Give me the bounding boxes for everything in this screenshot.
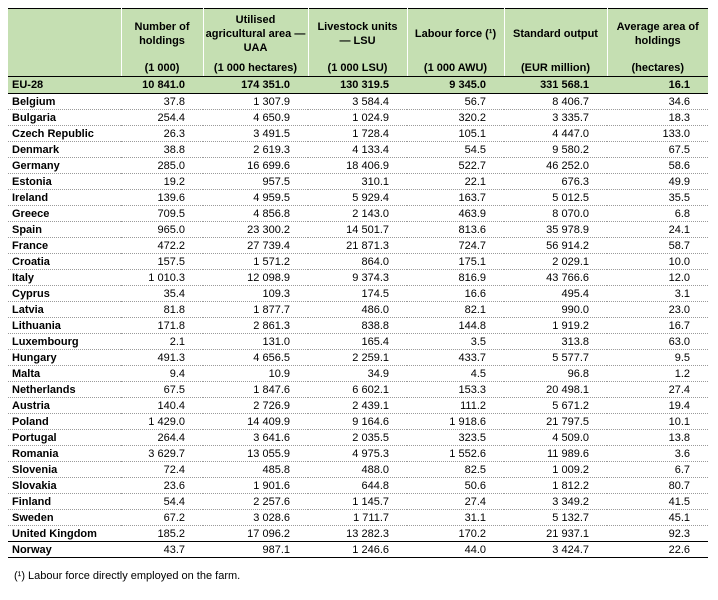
- value-cell: 21 937.1: [504, 526, 607, 542]
- value-cell: 109.3: [203, 286, 308, 302]
- value-cell: 313.8: [504, 334, 607, 350]
- value-cell: 9.5: [607, 350, 708, 366]
- value-cell: 2 143.0: [308, 206, 407, 222]
- value-cell: 27.4: [607, 382, 708, 398]
- value-cell: 35 978.9: [504, 222, 607, 238]
- value-cell: 35.5: [607, 190, 708, 206]
- value-cell: 1 728.4: [308, 126, 407, 142]
- value-cell: 133.0: [607, 126, 708, 142]
- country-cell: Luxembourg: [8, 334, 121, 350]
- value-cell: 80.7: [607, 478, 708, 494]
- table-row: [8, 334, 708, 350]
- farm-structure-table: [8, 8, 708, 558]
- value-cell: 130 319.5: [308, 77, 407, 94]
- value-cell: 433.7: [407, 350, 504, 366]
- eu-total-row: [8, 77, 708, 94]
- country-cell: Italy: [8, 270, 121, 286]
- country-cell: Norway: [8, 542, 121, 558]
- value-cell: 175.1: [407, 254, 504, 270]
- country-cell: Poland: [8, 414, 121, 430]
- value-cell: 56 914.2: [504, 238, 607, 254]
- unit-blank: [8, 59, 121, 77]
- value-cell: 16.1: [607, 77, 708, 94]
- value-cell: 285.0: [121, 158, 203, 174]
- country-cell: Lithuania: [8, 318, 121, 334]
- value-cell: 709.5: [121, 206, 203, 222]
- value-cell: 174.5: [308, 286, 407, 302]
- table-row: [8, 254, 708, 270]
- value-cell: 24.1: [607, 222, 708, 238]
- country-cell: Bulgaria: [8, 110, 121, 126]
- value-cell: 6.8: [607, 206, 708, 222]
- value-cell: 96.8: [504, 366, 607, 382]
- country-cell: Czech Republic: [8, 126, 121, 142]
- value-cell: 1 918.6: [407, 414, 504, 430]
- value-cell: 3 349.2: [504, 494, 607, 510]
- country-cell: Croatia: [8, 254, 121, 270]
- country-cell: Ireland: [8, 190, 121, 206]
- value-cell: 5 671.2: [504, 398, 607, 414]
- country-cell: United Kingdom: [8, 526, 121, 542]
- value-cell: 3 629.7: [121, 446, 203, 462]
- header-blank: [8, 9, 121, 60]
- value-cell: 2 439.1: [308, 398, 407, 414]
- unit-output: (EUR million): [504, 59, 607, 77]
- value-cell: 491.3: [121, 350, 203, 366]
- value-cell: 1 571.2: [203, 254, 308, 270]
- value-cell: 153.3: [407, 382, 504, 398]
- value-cell: 157.5: [121, 254, 203, 270]
- value-cell: 14 501.7: [308, 222, 407, 238]
- table-row: [8, 286, 708, 302]
- value-cell: 18 406.9: [308, 158, 407, 174]
- header-avg-area: Average area of holdings: [607, 9, 708, 60]
- value-cell: 21 871.3: [308, 238, 407, 254]
- value-cell: 323.5: [407, 430, 504, 446]
- value-cell: 54.5: [407, 142, 504, 158]
- value-cell: 472.2: [121, 238, 203, 254]
- table-row: [8, 318, 708, 334]
- table-row: [8, 302, 708, 318]
- value-cell: 17 096.2: [203, 526, 308, 542]
- country-cell: France: [8, 238, 121, 254]
- header-lsu: Livestock units — LSU: [308, 9, 407, 60]
- value-cell: 957.5: [203, 174, 308, 190]
- value-cell: 3 424.7: [504, 542, 607, 558]
- value-cell: 27 739.4: [203, 238, 308, 254]
- value-cell: 2 259.1: [308, 350, 407, 366]
- value-cell: 10.1: [607, 414, 708, 430]
- value-cell: 1 246.6: [308, 542, 407, 558]
- table-row: [8, 382, 708, 398]
- unit-holdings: (1 000): [121, 59, 203, 77]
- unit-uaa: (1 000 hectares): [203, 59, 308, 77]
- table-row: [8, 366, 708, 382]
- unit-labour: (1 000 AWU): [407, 59, 504, 77]
- country-cell: Latvia: [8, 302, 121, 318]
- country-cell: Cyprus: [8, 286, 121, 302]
- table-row: [8, 510, 708, 526]
- value-cell: 46 252.0: [504, 158, 607, 174]
- header-holdings: Number of holdings: [121, 9, 203, 60]
- value-cell: 105.1: [407, 126, 504, 142]
- value-cell: 19.2: [121, 174, 203, 190]
- value-cell: 2 619.3: [203, 142, 308, 158]
- table-row: [8, 462, 708, 478]
- value-cell: 990.0: [504, 302, 607, 318]
- table-row: [8, 398, 708, 414]
- value-cell: 1 024.9: [308, 110, 407, 126]
- value-cell: 26.3: [121, 126, 203, 142]
- table-container: [8, 8, 708, 558]
- value-cell: 22.6: [607, 542, 708, 558]
- value-cell: 58.7: [607, 238, 708, 254]
- header-row: [8, 9, 708, 60]
- country-cell: Estonia: [8, 174, 121, 190]
- value-cell: 20 498.1: [504, 382, 607, 398]
- country-cell: Hungary: [8, 350, 121, 366]
- table-row: [8, 142, 708, 158]
- value-cell: 5 577.7: [504, 350, 607, 366]
- value-cell: 495.4: [504, 286, 607, 302]
- value-cell: 3 028.6: [203, 510, 308, 526]
- value-cell: 63.0: [607, 334, 708, 350]
- country-cell: Slovenia: [8, 462, 121, 478]
- unit-row: [8, 59, 708, 77]
- value-cell: 676.3: [504, 174, 607, 190]
- value-cell: 37.8: [121, 94, 203, 110]
- table-row: [8, 158, 708, 174]
- table-row: [8, 206, 708, 222]
- value-cell: 1 145.7: [308, 494, 407, 510]
- value-cell: 488.0: [308, 462, 407, 478]
- value-cell: 67.5: [607, 142, 708, 158]
- value-cell: 41.5: [607, 494, 708, 510]
- value-cell: 1.2: [607, 366, 708, 382]
- value-cell: 3 335.7: [504, 110, 607, 126]
- value-cell: 11 989.6: [504, 446, 607, 462]
- value-cell: 2.1: [121, 334, 203, 350]
- value-cell: 13.8: [607, 430, 708, 446]
- value-cell: 140.4: [121, 398, 203, 414]
- country-cell: EU-28: [8, 77, 121, 94]
- value-cell: 310.1: [308, 174, 407, 190]
- value-cell: 331 568.1: [504, 77, 607, 94]
- value-cell: 3 641.6: [203, 430, 308, 446]
- value-cell: 4 959.5: [203, 190, 308, 206]
- value-cell: 185.2: [121, 526, 203, 542]
- country-cell: Belgium: [8, 94, 121, 110]
- value-cell: 1 552.6: [407, 446, 504, 462]
- value-cell: 264.4: [121, 430, 203, 446]
- value-cell: 92.3: [607, 526, 708, 542]
- value-cell: 5 929.4: [308, 190, 407, 206]
- value-cell: 34.9: [308, 366, 407, 382]
- header-uaa: Utilised agricultural area — UAA: [203, 9, 308, 60]
- country-cell: Finland: [8, 494, 121, 510]
- table-row: [8, 430, 708, 446]
- table-row: [8, 110, 708, 126]
- table-row: [8, 190, 708, 206]
- value-cell: 56.7: [407, 94, 504, 110]
- value-cell: 1 812.2: [504, 478, 607, 494]
- country-cell: Denmark: [8, 142, 121, 158]
- country-cell: Greece: [8, 206, 121, 222]
- value-cell: 4 509.0: [504, 430, 607, 446]
- value-cell: 813.6: [407, 222, 504, 238]
- country-cell: Netherlands: [8, 382, 121, 398]
- value-cell: 67.5: [121, 382, 203, 398]
- value-cell: 816.9: [407, 270, 504, 286]
- value-cell: 8 406.7: [504, 94, 607, 110]
- table-row: [8, 526, 708, 542]
- value-cell: 43 766.6: [504, 270, 607, 286]
- value-cell: 1 711.7: [308, 510, 407, 526]
- value-cell: 38.8: [121, 142, 203, 158]
- value-cell: 14 409.9: [203, 414, 308, 430]
- value-cell: 23.0: [607, 302, 708, 318]
- value-cell: 1 847.6: [203, 382, 308, 398]
- value-cell: 12 098.9: [203, 270, 308, 286]
- value-cell: 8 070.0: [504, 206, 607, 222]
- value-cell: 4 975.3: [308, 446, 407, 462]
- value-cell: 2 257.6: [203, 494, 308, 510]
- country-cell: Portugal: [8, 430, 121, 446]
- value-cell: 6 602.1: [308, 382, 407, 398]
- value-cell: 838.8: [308, 318, 407, 334]
- value-cell: 1 877.7: [203, 302, 308, 318]
- table-row: [8, 478, 708, 494]
- value-cell: 2 035.5: [308, 430, 407, 446]
- value-cell: 131.0: [203, 334, 308, 350]
- value-cell: 4 133.4: [308, 142, 407, 158]
- value-cell: 82.5: [407, 462, 504, 478]
- value-cell: 13 055.9: [203, 446, 308, 462]
- value-cell: 50.6: [407, 478, 504, 494]
- value-cell: 171.8: [121, 318, 203, 334]
- table-row: [8, 414, 708, 430]
- value-cell: 174 351.0: [203, 77, 308, 94]
- value-cell: 486.0: [308, 302, 407, 318]
- value-cell: 170.2: [407, 526, 504, 542]
- value-cell: 2 861.3: [203, 318, 308, 334]
- table-row: [8, 174, 708, 190]
- value-cell: 2 029.1: [504, 254, 607, 270]
- value-cell: 1 009.2: [504, 462, 607, 478]
- value-cell: 72.4: [121, 462, 203, 478]
- value-cell: 522.7: [407, 158, 504, 174]
- table-row: [8, 270, 708, 286]
- value-cell: 9.4: [121, 366, 203, 382]
- value-cell: 10.9: [203, 366, 308, 382]
- value-cell: 5 012.5: [504, 190, 607, 206]
- table-row: [8, 446, 708, 462]
- value-cell: 9 580.2: [504, 142, 607, 158]
- value-cell: 3.1: [607, 286, 708, 302]
- table-row: [8, 126, 708, 142]
- value-cell: 2 726.9: [203, 398, 308, 414]
- table-row: [8, 238, 708, 254]
- value-cell: 10.0: [607, 254, 708, 270]
- table-row: [8, 94, 708, 110]
- value-cell: 9 374.3: [308, 270, 407, 286]
- table-row: [8, 542, 708, 558]
- value-cell: 58.6: [607, 158, 708, 174]
- unit-avg-area: (hectares): [607, 59, 708, 77]
- table-row: [8, 494, 708, 510]
- value-cell: 34.6: [607, 94, 708, 110]
- value-cell: 44.0: [407, 542, 504, 558]
- value-cell: 49.9: [607, 174, 708, 190]
- value-cell: 9 164.6: [308, 414, 407, 430]
- value-cell: 4.5: [407, 366, 504, 382]
- value-cell: 35.4: [121, 286, 203, 302]
- value-cell: 21 797.5: [504, 414, 607, 430]
- value-cell: 864.0: [308, 254, 407, 270]
- footnote: (¹) Labour force directly employed on the farm.: [14, 570, 241, 582]
- value-cell: 3.5: [407, 334, 504, 350]
- value-cell: 1 429.0: [121, 414, 203, 430]
- value-cell: 3.6: [607, 446, 708, 462]
- header-labour: Labour force (¹): [407, 9, 504, 60]
- value-cell: 111.2: [407, 398, 504, 414]
- value-cell: 43.7: [121, 542, 203, 558]
- table-row: [8, 222, 708, 238]
- value-cell: 10 841.0: [121, 77, 203, 94]
- value-cell: 19.4: [607, 398, 708, 414]
- value-cell: 139.6: [121, 190, 203, 206]
- value-cell: 82.1: [407, 302, 504, 318]
- value-cell: 22.1: [407, 174, 504, 190]
- value-cell: 16 699.6: [203, 158, 308, 174]
- value-cell: 320.2: [407, 110, 504, 126]
- country-cell: Germany: [8, 158, 121, 174]
- value-cell: 13 282.3: [308, 526, 407, 542]
- value-cell: 463.9: [407, 206, 504, 222]
- value-cell: 4 447.0: [504, 126, 607, 142]
- value-cell: 4 656.5: [203, 350, 308, 366]
- value-cell: 54.4: [121, 494, 203, 510]
- table-row: [8, 350, 708, 366]
- value-cell: 254.4: [121, 110, 203, 126]
- value-cell: 6.7: [607, 462, 708, 478]
- value-cell: 965.0: [121, 222, 203, 238]
- value-cell: 4 650.9: [203, 110, 308, 126]
- value-cell: 31.1: [407, 510, 504, 526]
- value-cell: 16.6: [407, 286, 504, 302]
- value-cell: 81.8: [121, 302, 203, 318]
- value-cell: 27.4: [407, 494, 504, 510]
- country-cell: Romania: [8, 446, 121, 462]
- header-output: Standard output: [504, 9, 607, 60]
- value-cell: 5 132.7: [504, 510, 607, 526]
- value-cell: 45.1: [607, 510, 708, 526]
- value-cell: 1 919.2: [504, 318, 607, 334]
- value-cell: 23 300.2: [203, 222, 308, 238]
- value-cell: 4 856.8: [203, 206, 308, 222]
- value-cell: 1 307.9: [203, 94, 308, 110]
- country-cell: Sweden: [8, 510, 121, 526]
- value-cell: 485.8: [203, 462, 308, 478]
- country-cell: Austria: [8, 398, 121, 414]
- value-cell: 67.2: [121, 510, 203, 526]
- value-cell: 18.3: [607, 110, 708, 126]
- country-cell: Slovakia: [8, 478, 121, 494]
- value-cell: 23.6: [121, 478, 203, 494]
- value-cell: 1 901.6: [203, 478, 308, 494]
- table-body: [8, 77, 708, 558]
- value-cell: 1 010.3: [121, 270, 203, 286]
- value-cell: 16.7: [607, 318, 708, 334]
- country-cell: Malta: [8, 366, 121, 382]
- value-cell: 9 345.0: [407, 77, 504, 94]
- value-cell: 724.7: [407, 238, 504, 254]
- unit-lsu: (1 000 LSU): [308, 59, 407, 77]
- value-cell: 163.7: [407, 190, 504, 206]
- value-cell: 3 491.5: [203, 126, 308, 142]
- value-cell: 3 584.4: [308, 94, 407, 110]
- country-cell: Spain: [8, 222, 121, 238]
- value-cell: 987.1: [203, 542, 308, 558]
- value-cell: 12.0: [607, 270, 708, 286]
- value-cell: 644.8: [308, 478, 407, 494]
- value-cell: 144.8: [407, 318, 504, 334]
- value-cell: 165.4: [308, 334, 407, 350]
